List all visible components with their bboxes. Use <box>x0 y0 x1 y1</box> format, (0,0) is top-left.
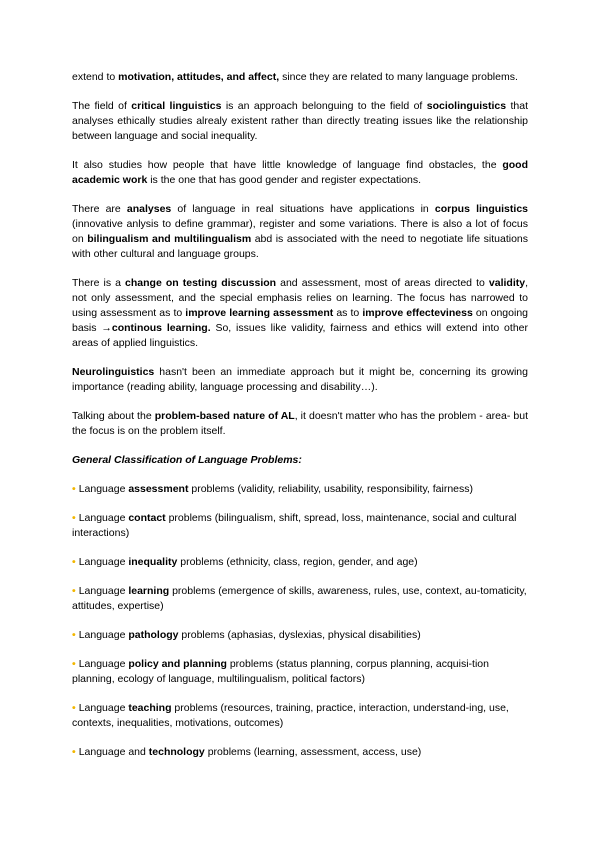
bold-term: good academic work <box>72 159 528 186</box>
text-run: is the one that has good gender and register expectations. <box>147 174 422 186</box>
bullet-icon: • <box>72 629 76 641</box>
bold-term: continous learning. <box>111 322 211 334</box>
bold-term: improve learning assessment <box>185 307 334 319</box>
text-run: , it doesn't matter who has the problem - area- but the focus is on the problem itself. <box>72 410 528 437</box>
classification-heading: General Classification of Language Problems: <box>72 454 302 466</box>
bullet-icon: • <box>72 746 76 758</box>
list-item <box>72 555 528 570</box>
list-item <box>72 745 528 760</box>
bullet-icon: • <box>72 512 76 524</box>
bold-term: critical linguistics <box>131 100 222 112</box>
document-page <box>72 70 528 774</box>
item-keyword: pathology <box>128 629 179 641</box>
item-prefix: Language <box>78 512 129 524</box>
bold-term: analyses <box>126 203 172 215</box>
item-description: problems (bilingualism, shift, spread, loss, maintenance, social and cultural interactions) <box>72 512 517 539</box>
text-run: The field of <box>72 100 132 112</box>
text-run: hasn't been an immediate approach but it might be, concerning its growing importance (reading ability, language processing and disability…). <box>72 366 528 393</box>
item-keyword: assessment <box>128 483 189 495</box>
bold-term: validity <box>488 277 526 289</box>
item-description: problems (ethnicity, class, region, gender, and age) <box>177 556 418 568</box>
text-run: abd is associated with the need to negotiate life situations with other cultural and language groups. <box>72 233 528 260</box>
text-run: extend to <box>72 71 119 83</box>
bold-term: motivation, attitudes, and affect, <box>118 71 280 83</box>
list-item <box>72 701 528 731</box>
bullet-icon: • <box>72 658 76 670</box>
text-run: is an approach belonguing to the field of <box>221 100 427 112</box>
list-item <box>72 657 528 687</box>
item-description: problems (aphasias, dyslexias, physical disabilities) <box>178 629 421 641</box>
item-prefix: Language <box>78 629 129 641</box>
text-run: Talking about the <box>72 410 155 422</box>
item-description: problems (resources, training, practice, interaction, understand-ing, use, contexts, inequalities, motivations, outcomes) <box>72 702 509 729</box>
text-run: on ongoing basis → <box>72 307 528 334</box>
text-run: of language in real situations have applications in <box>171 203 435 215</box>
text-run: as to <box>333 307 363 319</box>
item-keyword: teaching <box>128 702 172 714</box>
bold-term: problem-based nature of AL <box>154 410 295 422</box>
text-run: There is a <box>72 277 126 289</box>
text-run: since they are related to many language problems. <box>279 71 518 83</box>
text-run: and assessment, most of areas directed to <box>276 277 489 289</box>
list-item <box>72 628 528 643</box>
list-item <box>72 511 528 541</box>
bullet-icon: • <box>72 483 76 495</box>
item-keyword: technology <box>148 746 205 758</box>
text-run: (innovative anlysis to define grammar), register and some variations. There is also a lot of focus on <box>72 218 528 245</box>
bullet-icon: • <box>72 585 76 597</box>
item-keyword: policy and planning <box>128 658 227 670</box>
bold-term: Neurolinguistics <box>72 366 155 378</box>
bold-term: bilingualism and multilingualism <box>87 233 252 245</box>
item-prefix: Language and <box>78 746 149 758</box>
item-keyword: contact <box>128 512 166 524</box>
bold-term: sociolinguistics <box>426 100 507 112</box>
item-description: problems (status planning, corpus planning, acquisi-tion planning, ecology of language, multilingualism, political factors) <box>72 658 489 685</box>
list-item <box>72 584 528 614</box>
item-description: problems (validity, reliability, usability, responsibility, fairness) <box>188 483 474 495</box>
bold-term: corpus linguistics <box>434 203 528 215</box>
item-keyword: learning <box>128 585 170 597</box>
list-item <box>72 482 528 497</box>
item-prefix: Language <box>78 658 129 670</box>
item-prefix: Language <box>78 702 129 714</box>
text-run: that analyses ethically studies alrealy existent rather than directly treating issues like the relationship between language and social inequality. <box>72 100 528 142</box>
text-run: It also studies how people that have little knowledge of language find obstacles, the <box>72 159 503 171</box>
paragraph <box>72 158 528 188</box>
body-paragraphs <box>72 70 528 439</box>
item-prefix: Language <box>78 483 129 495</box>
bullet-icon: • <box>72 556 76 568</box>
item-prefix: Language <box>78 556 129 568</box>
problem-list <box>72 482 528 760</box>
text-run: , not only assessment, and the special emphasis relies on learning. The focus has narrowed to using assessment as to <box>72 277 528 319</box>
item-prefix: Language <box>78 585 129 597</box>
bullet-icon: • <box>72 702 76 714</box>
text-run: So, issues like validity, fairness and ethics will extend into other areas of applied linguistics. <box>72 322 528 349</box>
paragraph <box>72 70 528 85</box>
bold-term: improve effecteviness <box>362 307 473 319</box>
paragraph <box>72 276 528 351</box>
item-description: problems (learning, assessment, access, use) <box>204 746 422 758</box>
bold-term: change on testing discussion <box>125 277 277 289</box>
item-keyword: inequality <box>128 556 178 568</box>
text-run: There are <box>72 203 127 215</box>
paragraph <box>72 365 528 395</box>
paragraph <box>72 202 528 262</box>
paragraph <box>72 99 528 144</box>
paragraph <box>72 409 528 439</box>
item-description: problems (emergence of skills, awareness, rules, use, context, au-tomaticity, attitudes, expertise) <box>72 585 527 612</box>
